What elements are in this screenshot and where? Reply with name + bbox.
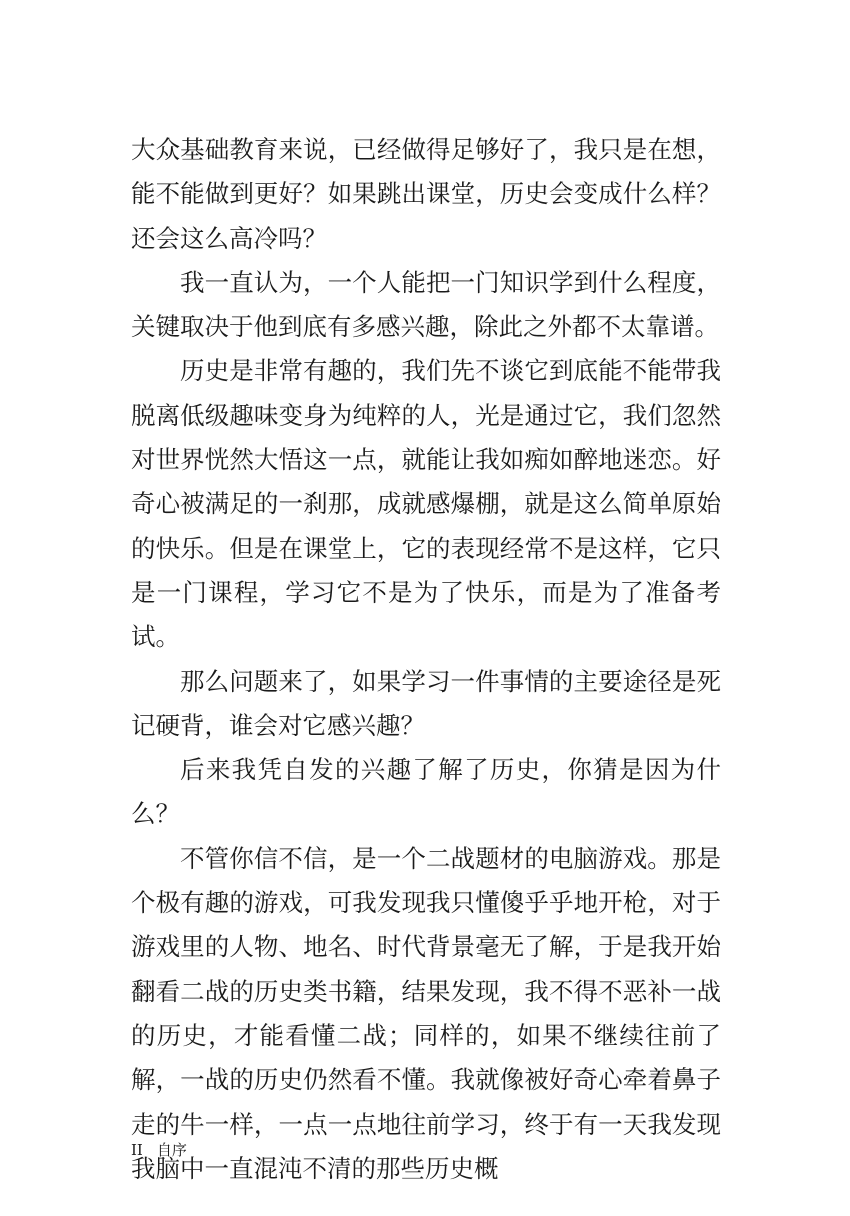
paragraph-1: 大众基础教育来说，已经做得足够好了，我只是在想，能不能做到更好？如果跳出课堂，历史会变成什么样？还会这么高冷吗？ [131,135,721,253]
running-footer-title: 自序 [156,1141,187,1159]
paragraph-2: 我一直认为，一个人能把一门知识学到什么程度，关键取决于他到底有多感兴趣，除此之外都不太靠谱。 [131,267,721,342]
paragraph-5: 后来我凭自发的兴趣了解了历史，你猜是因为什么？ [131,755,721,829]
page-number: II [131,1141,143,1159]
page-footer [131,1140,187,1160]
body-text [131,128,721,1191]
paragraph-6: 不管你信不信，是一个二战题材的电脑游戏。那是个极有趣的游戏，可我发现我只懂傻乎乎地开枪，对于游戏里的人物、地名、时代背景毫无了解，于是我开始翻看二战的历史类书籍，结果发现，我不得不恶补一战的历史，才能看懂二战；同样的，如果不继续往前了解，一战的历史仍然看不懂。我就像被好奇心牵着鼻子走的牛一样，一点一点地往前学习，终于有一天我发现我脑中一直混沌不清的那些历史概 [131,843,721,1183]
paragraph-4: 那么问题来了，如果学习一件事情的主要途径是死记硬背，谁会对它感兴趣？ [131,666,721,740]
paragraph-3: 历史是非常有趣的，我们先不谈它到底能不能带我脱离低级趣味变身为纯粹的人，光是通过它，我们忽然对世界恍然大悟这一点，就能让我如痴如醉地迷恋。好奇心被满足的一刹那，成就感爆棚，就是这么简单原始的快乐。但是在课堂上，它的表现经常不是这样，它只是一门课程，学习它不是为了快乐，而是为了准备考试。 [131,356,721,652]
